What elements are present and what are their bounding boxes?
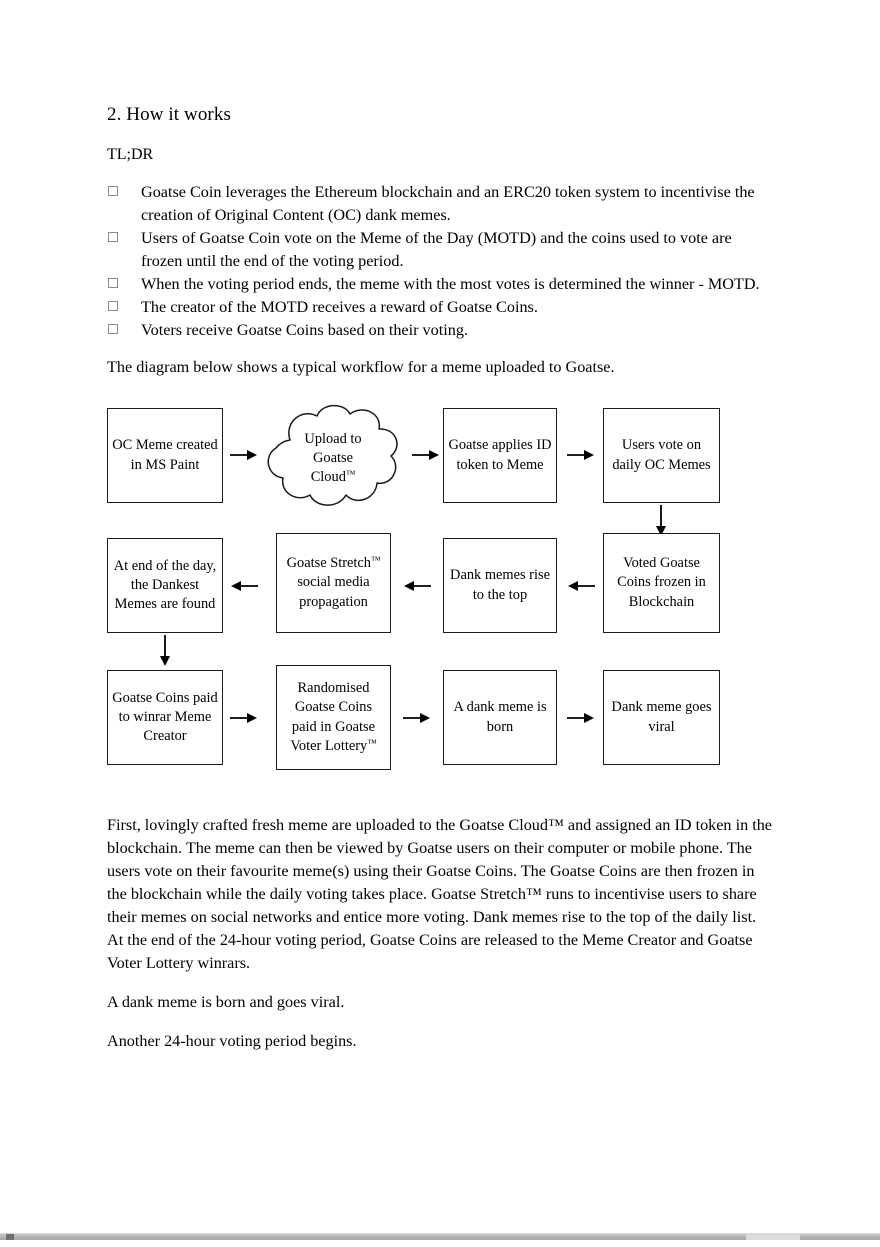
diagram-node-dank-memes-rise: Dank memes rise to the top [443,538,557,633]
document-content [107,104,773,393]
diagram-node-goatse-applies-id: Goatse applies ID token to Meme [443,408,557,503]
document-body-text [107,814,773,1069]
bullet-square-icon [108,232,118,242]
diagram-lead-in-text: The diagram below shows a typical workflow for a meme uploaded to Goatse. [107,357,615,376]
list-item-label: Users of Goatse Coin vote on the Meme of the Day (MOTD) and the coins used to vote are frozen until the end of the voting period. [141,228,732,270]
diagram-node-dank-meme-born: A dank meme is born [443,670,557,765]
bullet-square-icon [108,301,118,311]
arrow-left-icon [403,578,431,594]
page-title: 2. How it works [107,104,231,125]
list-item [107,181,773,227]
bullet-square-icon [108,278,118,288]
paragraph-workflow-description: First, lovingly crafted fresh meme are uploaded to the Goatse Cloud™ and assigned an ID token in the blockchain. The meme can then be viewed by Goatse users on their computer or mobile phone. The users vote on their favourite meme(s) using their Goatse Coins. The Goatse Coins are then frozen in the blockchain while the daily voting takes place. Goatse Stretch™ runs to incentivise users to share their memes on social networks and entice more voting. Dank memes rise to the top of the daily list. At the end of the 24-hour voting period, Goatse Coins are released to the Meme Creator and Goatse Voter Lottery winrars. [107,816,772,972]
paragraph-dank-meme-born: A dank meme is born and goes viral. [107,993,345,1011]
arrow-right-icon [412,447,440,463]
horizontal-scrollbar[interactable] [0,1233,880,1240]
diagram-node-voted-coins-frozen: Voted Goatse Coins frozen in Blockchain [603,533,720,633]
diagram-node-upload-cloud [260,400,406,517]
list-item [107,273,773,296]
list-item [107,296,773,319]
arrow-left-icon [567,578,595,594]
diagram-node-voter-lottery [276,665,391,770]
paragraph-another-period: Another 24-hour voting period begins. [107,1032,357,1050]
arrow-right-icon [567,710,595,726]
goatse-stretch-label: Goatse Stretch™ social media propagation [286,555,381,610]
list-item [107,319,773,342]
bullet-square-icon [108,324,118,334]
list-item [107,227,773,273]
workflow-diagram [100,400,760,780]
arrow-right-icon [230,447,258,463]
arrow-left-icon [230,578,258,594]
diagram-node-goatse-stretch [276,533,391,633]
bullet-square-icon [108,186,118,196]
cloud-label: Upload to Goatse Cloud™ [304,430,362,485]
diagram-node-users-vote: Users vote on daily OC Memes [603,408,720,503]
tldr-label: TL;DR [107,145,154,163]
diagram-node-coins-paid-winrar: Goatse Coins paid to winrar Meme Creator [107,670,223,765]
diagram-node-dankest-memes-found: At end of the day, the Dankest Memes are found [107,538,223,633]
list-item-label: When the voting period ends, the meme with the most votes is determined the winner - MOTD. [141,274,760,293]
scrollbar-thumb[interactable] [746,1234,800,1240]
voter-lottery-label: Randomised Goatse Coins paid in Goatse Voter Lottery™ [290,680,377,754]
scrollbar-left-cap [6,1234,14,1240]
arrow-right-icon [567,447,595,463]
diagram-node-oc-meme-created: OC Meme created in MS Paint [107,408,223,503]
diagram-node-dank-meme-viral: Dank meme goes viral [603,670,720,765]
list-item-label: Goatse Coin leverages the Ethereum blockchain and an ERC20 token system to incentivise the creation of Original Content (OC) dank memes. [141,182,755,224]
list-item-label: Voters receive Goatse Coins based on their voting. [141,320,468,339]
arrow-down-icon [157,635,173,667]
tldr-bullet-list [107,181,773,342]
list-item-label: The creator of the MOTD receives a reward of Goatse Coins. [141,297,538,316]
arrow-right-icon [403,710,431,726]
arrow-right-icon [230,710,258,726]
